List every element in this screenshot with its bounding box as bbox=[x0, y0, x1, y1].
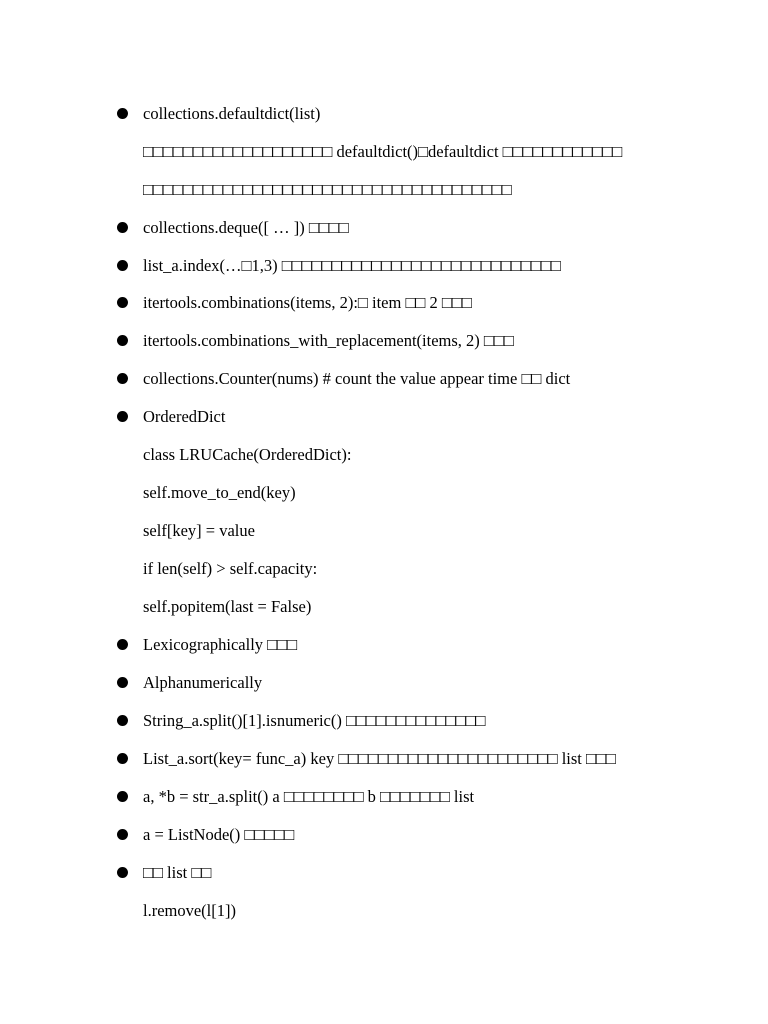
list-item: collections.deque([ … ]) □□□□ bbox=[143, 218, 349, 237]
list-item: String_a.split()[1].isnumeric() □□□□□□□□□□□□□□ bbox=[143, 711, 486, 730]
code-line: class LRUCache(OrderedDict): bbox=[143, 445, 352, 464]
code-line: self[key] = value bbox=[143, 521, 255, 540]
bullet-icon bbox=[117, 715, 128, 726]
bullet-icon bbox=[117, 791, 128, 802]
bullet-icon bbox=[117, 411, 128, 422]
list-item: list_a.index(…□1,3) □□□□□□□□□□□□□□□□□□□□□□□□□□□□ bbox=[143, 256, 561, 275]
bullet-icon bbox=[117, 260, 128, 271]
list-item: Lexicographically □□□ bbox=[143, 635, 298, 654]
list-item: itertools.combinations_with_replacement(items, 2) □□□ bbox=[143, 331, 514, 350]
bullet-icon bbox=[117, 108, 128, 119]
bullet-icon bbox=[117, 829, 128, 840]
list-item: OrderedDict bbox=[143, 407, 226, 426]
list-item: Alphanumerically bbox=[143, 673, 263, 692]
code-line: self.move_to_end(key) bbox=[143, 483, 296, 502]
paragraph-line: □□□□□□□□□□□□□□□□□□□□□□□□□□□□□□□□□□□□□ bbox=[143, 180, 512, 199]
list-item: List_a.sort(key= func_a) key □□□□□□□□□□□□□□□□□□□□□□ list □□□ bbox=[143, 749, 616, 768]
bullet-icon bbox=[117, 222, 128, 233]
code-line: if len(self) > self.capacity: bbox=[143, 559, 318, 578]
bullet-icon bbox=[117, 335, 128, 346]
list-item: collections.defaultdict(list) bbox=[143, 104, 321, 123]
bullet-icon bbox=[117, 297, 128, 308]
code-line: self.popitem(last = False) bbox=[143, 597, 312, 616]
list-item: a, *b = str_a.split() a □□□□□□□□ b □□□□□□□ list bbox=[143, 787, 475, 806]
paragraph-line: □□□□□□□□□□□□□□□□□□□ defaultdict()□defaultdict □□□□□□□□□□□□ bbox=[143, 142, 623, 161]
code-line: l.remove(l[1]) bbox=[143, 901, 236, 920]
list-item: a = ListNode() □□□□□ bbox=[143, 825, 295, 844]
bullet-icon bbox=[117, 373, 128, 384]
bullet-icon bbox=[117, 677, 128, 688]
bullet-icon bbox=[117, 867, 128, 878]
bullet-icon bbox=[117, 639, 128, 650]
bullet-icon bbox=[117, 753, 128, 764]
list-item: itertools.combinations(items, 2):□ item □□ 2 □□□ bbox=[143, 293, 472, 312]
list-item: □□ list □□ bbox=[143, 863, 212, 882]
list-item: collections.Counter(nums) # count the value appear time □□ dict bbox=[143, 369, 571, 388]
